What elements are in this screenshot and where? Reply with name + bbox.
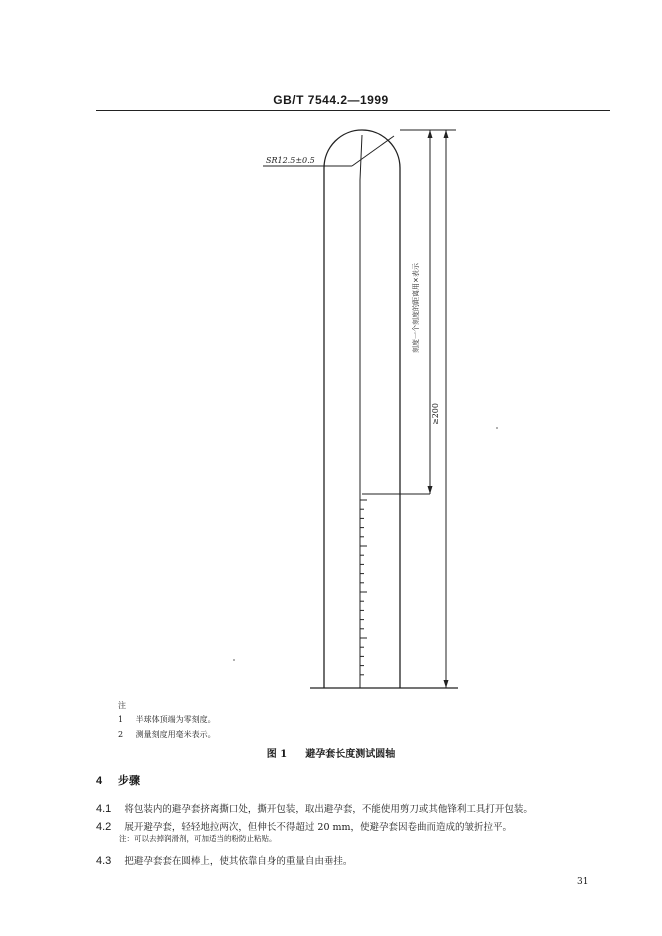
length-label: ≥200	[431, 403, 440, 425]
note-item	[118, 714, 216, 725]
arrowhead	[428, 486, 433, 494]
scan-speck	[496, 427, 498, 429]
note-item	[118, 729, 216, 740]
clause-number: 4.1	[96, 803, 112, 815]
note-text: 测量刻度用毫米表示。	[135, 730, 216, 739]
clause-note: 注：可以去掉润滑剂，可加适当的粉防止粘贴。	[119, 834, 277, 843]
clause-number: 4.3	[96, 855, 112, 867]
arrowhead	[444, 680, 449, 688]
clause-text: 将包装内的避孕套挤离撕口处，撕开包装，取出避孕套，不能使用剪刀或其他锋利工具打开包装。	[124, 804, 533, 815]
clause-number: 4.2	[96, 821, 112, 833]
mandrel-inner-outline	[360, 135, 362, 688]
leader-line-diagonal	[352, 136, 394, 166]
radius-label: SR12.5±0.5	[266, 156, 315, 165]
mandrel-outline	[324, 130, 400, 688]
header-standard-number: GB/T 7544.2—1999	[273, 93, 389, 107]
arrowhead	[428, 130, 433, 138]
clause	[96, 797, 533, 816]
figure-caption	[0, 745, 662, 760]
scale-note-label: 刻度一个刻度的距离用×表示	[412, 263, 420, 353]
note-number: 2	[118, 730, 124, 739]
clause	[96, 815, 512, 834]
clause	[96, 849, 352, 868]
notes-heading: 注	[118, 701, 126, 710]
note-number: 1	[118, 715, 124, 724]
section-title: 步骤	[117, 774, 140, 787]
clause-text: 把避孕套套在圆棒上，使其依靠自身的重量自由垂挂。	[124, 856, 353, 867]
section-number: 4	[96, 775, 103, 787]
figure-caption-label: 图 1	[266, 749, 288, 760]
note-text: 半球体顶端为零刻度。	[135, 715, 216, 724]
clause-text: 展开避孕套，轻轻地拉两次，但伸长不得超过 20 mm，使避孕套因卷曲而造成的皱折拉平。	[124, 822, 513, 833]
figure-caption-title: 避孕套长度测试圆轴	[305, 749, 396, 760]
scan-speck	[233, 659, 235, 661]
page-number: 31	[577, 877, 589, 887]
arrowhead	[444, 130, 449, 138]
section-heading	[96, 772, 140, 788]
